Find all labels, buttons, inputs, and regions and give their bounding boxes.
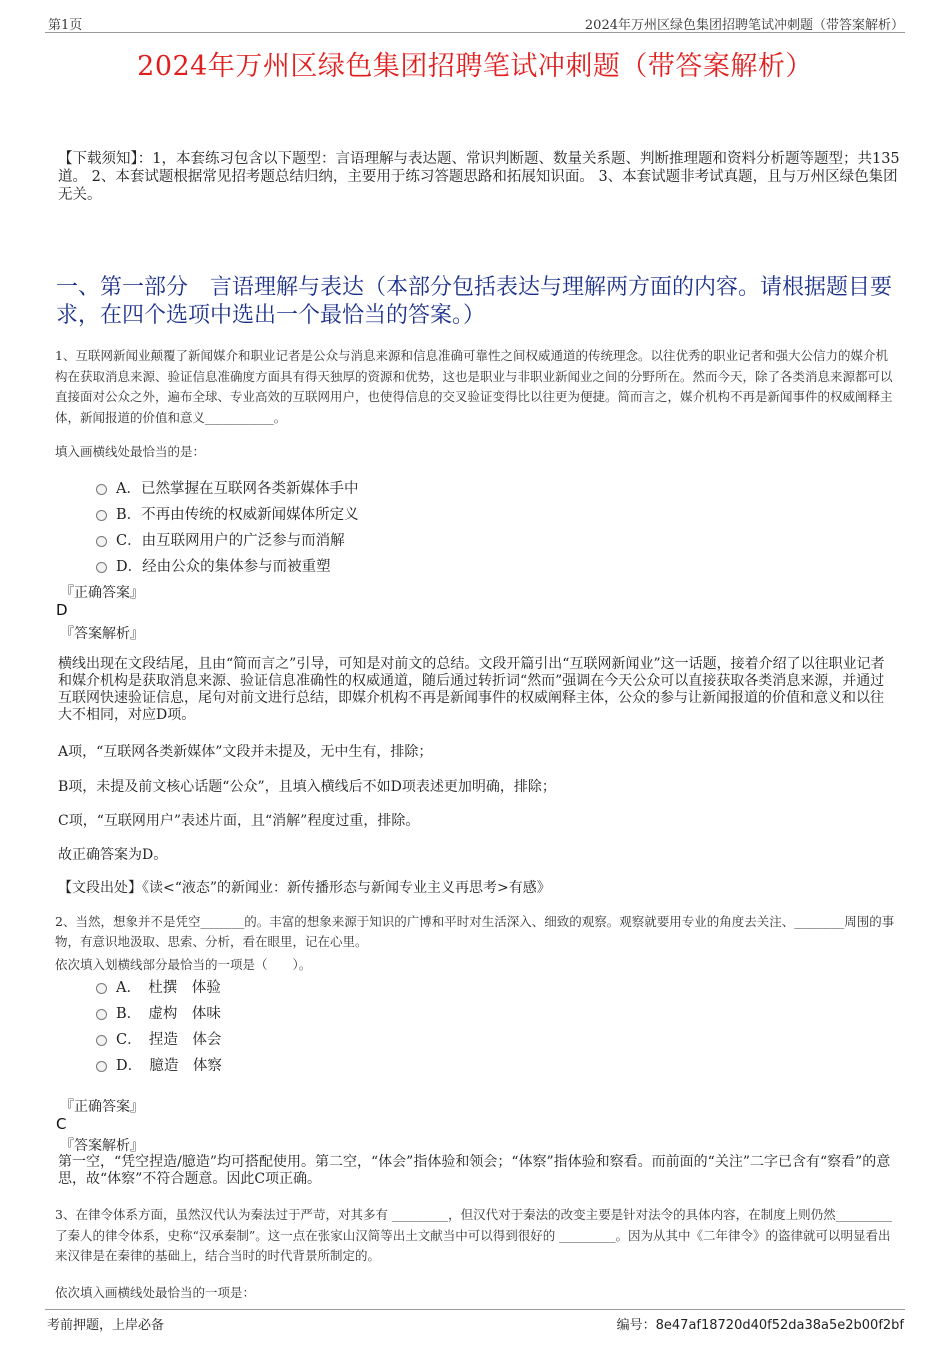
- radio-icon[interactable]: [96, 1061, 107, 1072]
- question-1-answer-label: 『正确答案』: [60, 585, 144, 601]
- radio-icon[interactable]: [96, 510, 107, 521]
- radio-icon[interactable]: [96, 536, 107, 547]
- question-2-option-d[interactable]: [96, 1054, 222, 1075]
- document-code: [617, 1314, 904, 1333]
- radio-icon[interactable]: [96, 562, 107, 573]
- question-1-source: 【文段出处】《读<“液态”的新闻业：新传播形态与新闻专业主义再思考>有感》: [58, 880, 551, 896]
- question-1-stem: 1、互联网新闻业颠覆了新闻媒介和职业记者是公众与消息来源和信息准确可靠性之间权威通道的传统理念。以往优秀的职业记者和强大公信力的媒介机构在获取消息来源、验证信息准确度方面具有得天独厚的资源和优势，这也是职业与非职业新闻业之间的分野所在。然而今天，除了各类消息来源都可以直接面对公众之外，遍布全球、专业高效的互联网用户，也使得信息的交叉验证变得比以往更为便捷。简而言之，媒介机构不再是新闻事件的权威阐释主体，新闻报道的价值和意义___________。: [55, 348, 893, 425]
- question-3-prompt: 依次填入画横线处最恰当的一项是：: [55, 1285, 256, 1300]
- radio-icon[interactable]: [96, 484, 107, 495]
- page-number: 第1页: [48, 18, 83, 33]
- download-notice: 【下载须知】：1，本套练习包含以下题型：言语理解与表达题、常识判断题、数量关系题、判断推理题和资料分析题等题型；共135道。 2、本套试题根据常见招考题总结归纳，主要用于练习答题思路和拓展知识面。 3、本套试题非考试真题，且与万州区绿色集团无关。: [58, 151, 900, 203]
- question-1-answer: D: [56, 601, 68, 619]
- option-label: C． 捏造 体会: [116, 1032, 222, 1048]
- question-1-prompt: 填入画横线处最恰当的是：: [55, 444, 206, 459]
- section-title: 一、第一部分 言语理解与表达（本部分包括表达与理解两方面的内容。请根据题目要求，在四个选项中选出一个最恰当的答案。）: [56, 275, 893, 328]
- question-2-answer: C: [56, 1115, 67, 1133]
- question-1-conclusion: 故正确答案为D。: [58, 847, 168, 863]
- question-3-stem: 3、在律令体系方面，虽然汉代认为秦法过于严苛，对其多有 _________，但汉代对于秦法的改变主要是针对法令的具体内容，在制度上则仍然_________了秦人的律令体系，史称“汉承秦制”。这一点在张家山汉简等出土文献当中可以得到很好的 _________。因为从其中《二年律令》的盗律就可以明显看出来汉律是在秦律的基础上，结合当时的时代背景所制定的。: [55, 1207, 892, 1263]
- footer-slogan: 考前押题，上岸必备: [47, 1318, 165, 1333]
- question-1-analysis: 横线出现在文段结尾，且由“简而言之”引导，可知是对前文的总结。文段开篇引出“互联网新闻业”这一话题，接着介绍了以往职业记者和媒介机构是获取消息来源、验证信息准确性的权威通道，随后通过转折词“然而”强调在今天公众可以直接获取各类消息来源，并通过互联网快速验证信息，尾句对前文进行总结，即媒介机构不再是新闻事件的权威阐释主体，公众的参与让新闻报道的价值和意义和以往大不相同，对应D项。: [58, 656, 885, 723]
- radio-icon[interactable]: [96, 983, 107, 994]
- document-code-label: 编号：: [616, 1318, 656, 1333]
- question-2-stem: 2、当然，想象并不是凭空_______的。丰富的想象来源于知识的广博和平时对生活深入、细致的观察。观察就要用专业的角度去关注、________周围的事物，有意识地汲取、思索、分析，看在眼里，记在心里。: [55, 914, 895, 949]
- question-2-analysis-label: 『答案解析』: [60, 1138, 144, 1154]
- question-2-prompt: 依次填入划横线部分最恰当的一项是（ ）。: [55, 957, 312, 972]
- question-1-analysis-label: 『答案解析』: [60, 626, 144, 642]
- option-label: D． 臆造 体察: [116, 1058, 222, 1074]
- option-label: A． 杜撰 体验: [116, 980, 221, 996]
- question-1-option-a[interactable]: [96, 477, 358, 498]
- document-title: 2024年万州区绿色集团招聘笔试冲刺题（带答案解析）: [137, 51, 813, 82]
- option-label: C．由互联网用户的广泛参与而消解: [116, 533, 345, 549]
- question-1-option-d[interactable]: [96, 555, 331, 576]
- option-label: A．已然掌握在互联网各类新媒体手中: [116, 481, 359, 497]
- header-divider: [45, 32, 905, 33]
- question-2-answer-label: 『正确答案』: [60, 1099, 144, 1115]
- footer-divider: [45, 1309, 905, 1310]
- question-2-option-b[interactable]: [96, 1002, 221, 1023]
- question-1-explain-c: C项，“互联网用户”表述片面，且“消解”程度过重，排除。: [58, 813, 420, 829]
- question-1-explain-b: B项，未提及前文核心话题“公众”，且填入横线后不如D项表述更加明确，排除；: [58, 779, 556, 795]
- radio-icon[interactable]: [96, 1009, 107, 1020]
- question-1-option-b[interactable]: [96, 503, 359, 524]
- document-code-value: 8e47af18720d40f52da38a5e2b00f2bf: [655, 1318, 904, 1333]
- question-1-explain-a: A项，“互联网各类新媒体”文段并未提及，无中生有，排除；: [58, 744, 433, 760]
- option-label: D．经由公众的集体参与而被重塑: [116, 559, 331, 575]
- option-label: B． 虚构 体味: [116, 1006, 221, 1022]
- question-2-option-a[interactable]: [96, 976, 221, 997]
- question-1-option-c[interactable]: [96, 529, 345, 550]
- radio-icon[interactable]: [96, 1035, 107, 1046]
- option-label: B．不再由传统的权威新闻媒体所定义: [116, 507, 359, 523]
- running-header: 2024年万州区绿色集团招聘笔试冲刺题（带答案解析）: [584, 18, 904, 33]
- question-2-analysis: 第一空，“凭空捏造/臆造”均可搭配使用。第二空，“体会”指体验和领会；“体察”指体验和察看。而前面的“关注”二字已含有“察看”的意思，故“体察”不符合题意。因此C项正确。: [58, 1154, 891, 1187]
- question-2-option-c[interactable]: [96, 1028, 221, 1049]
